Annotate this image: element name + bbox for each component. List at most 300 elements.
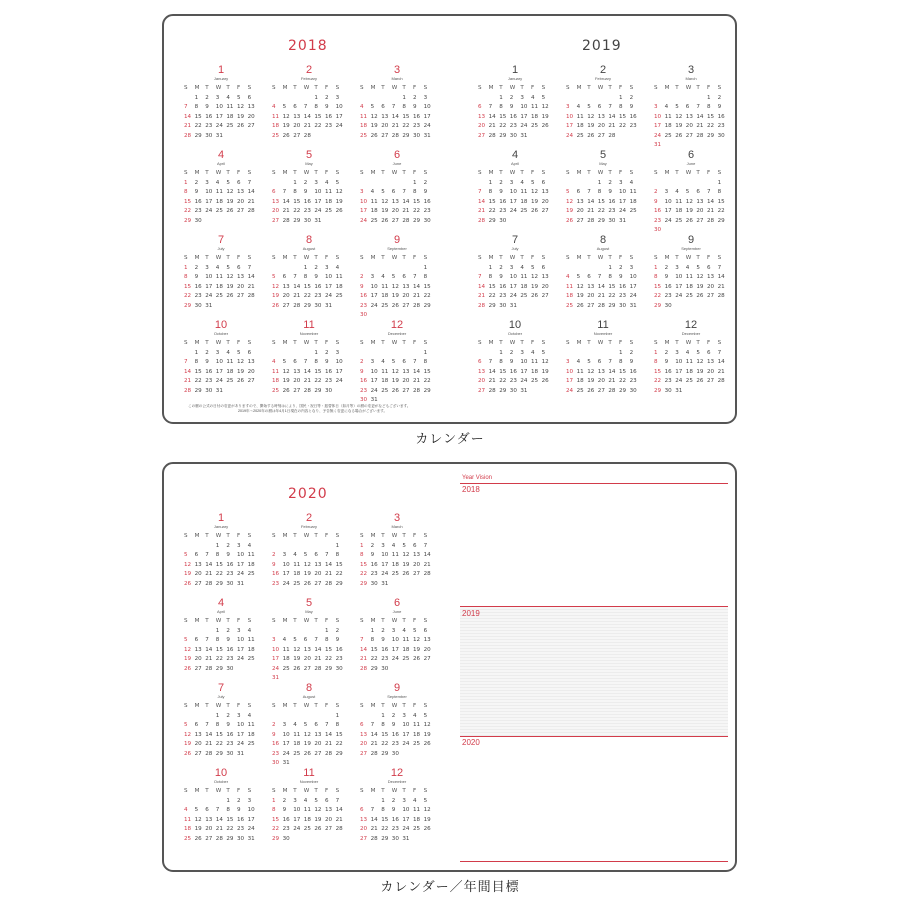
day-cell: 21 — [205, 571, 213, 577]
weekday-header: T — [402, 255, 406, 261]
blank-cell — [272, 627, 283, 637]
month-march — [360, 64, 434, 141]
day-cell: 27 — [402, 387, 410, 394]
weekday-header: M — [488, 85, 494, 91]
day-grid — [360, 169, 434, 226]
day-cell: 15 — [618, 113, 627, 120]
day-cell: 5 — [587, 104, 591, 110]
day-cell: 10 — [335, 104, 343, 110]
day-cell: 19 — [272, 293, 280, 299]
day-cell: 23 — [226, 656, 234, 662]
day-cell: 19 — [696, 368, 704, 375]
calendar-footnote — [188, 404, 458, 414]
day-cell: 4 — [215, 179, 220, 186]
day-cell: 23 — [194, 293, 202, 299]
day-cell: 7 — [324, 552, 329, 558]
day-cell: 2 — [629, 94, 634, 101]
day-cell: 22 — [499, 123, 507, 129]
day-cell: 1 — [215, 542, 220, 549]
day-cell: 4 — [629, 179, 634, 186]
weekday-header: F — [324, 170, 329, 176]
weekday-header: F — [706, 255, 711, 261]
day-cell: 21 — [215, 826, 223, 832]
day-cell: 26 — [381, 217, 389, 224]
day-grid — [360, 787, 434, 844]
day-cell: 31 — [324, 302, 333, 309]
day-cell: 5 — [391, 274, 396, 280]
day-cell: 8 — [423, 274, 428, 280]
day-cell: 16 — [381, 646, 389, 653]
day-cell: 7 — [247, 179, 252, 186]
vision-year-2020: 2020 — [462, 738, 480, 747]
weekday-header: W — [597, 85, 604, 91]
day-cell: 12 — [303, 731, 311, 738]
day-cell: 1 — [499, 94, 503, 101]
day-cell: 16 — [226, 646, 234, 653]
weekday-header: T — [608, 170, 612, 176]
day-cell: 19 — [541, 368, 549, 375]
day-cell: 24 — [402, 741, 410, 747]
day-cell: 7 — [293, 274, 297, 280]
day-cell: 22 — [335, 741, 343, 747]
blank-cell — [478, 264, 489, 274]
day-cell: 24 — [629, 293, 637, 299]
day-cell: 24 — [335, 123, 343, 129]
month-number: 11 — [303, 767, 315, 779]
day-cell: 8 — [654, 274, 658, 280]
day-cell: 4 — [370, 189, 375, 195]
blank-cell — [686, 179, 697, 189]
day-cell: 12 — [184, 731, 192, 738]
weekday-header: S — [335, 533, 340, 539]
weekday-header: T — [587, 255, 591, 261]
day-cell: 10 — [675, 274, 683, 280]
month-august — [272, 234, 346, 311]
day-cell: 27 — [282, 302, 290, 309]
day-cell: 20 — [576, 208, 584, 214]
weekday-header: S — [184, 170, 188, 176]
day-cell: 11 — [247, 552, 255, 558]
weekday-header: T — [226, 85, 230, 91]
day-cell: 17 — [205, 283, 213, 290]
blank-cell — [608, 94, 619, 104]
month-name: March — [391, 76, 403, 81]
day-cell: 4 — [520, 264, 524, 271]
day-cell: 13 — [478, 368, 486, 375]
day-cell: 2 — [335, 627, 340, 634]
day-cell: 20 — [587, 293, 595, 299]
day-cell: 28 — [247, 293, 255, 299]
day-cell: 31 — [402, 835, 410, 842]
day-cell: 30 — [314, 302, 322, 309]
weekday-header: T — [608, 255, 612, 261]
weekday-header: M — [194, 788, 200, 794]
day-cell: 24 — [520, 123, 528, 129]
day-cell: 9 — [205, 359, 209, 365]
blank-cell — [184, 627, 195, 637]
day-cell: 21 — [608, 378, 616, 384]
month-name: April — [216, 609, 225, 614]
day-cell: 24 — [402, 826, 410, 832]
year-vision-title: Year Vision — [462, 475, 493, 481]
month-august — [566, 234, 640, 311]
month-name: December — [387, 779, 407, 784]
day-cell: 20 — [597, 378, 605, 384]
day-cell: 25 — [324, 208, 333, 214]
day-cell: 14 — [335, 807, 343, 813]
day-cell: 8 — [618, 359, 623, 365]
day-cell: 25 — [576, 387, 584, 394]
day-cell: 18 — [293, 741, 301, 747]
day-grid — [654, 169, 728, 236]
weekday-header: T — [402, 788, 406, 794]
day-cell: 28 — [412, 387, 421, 394]
day-cell: 20 — [391, 208, 399, 214]
day-cell: 14 — [205, 561, 213, 568]
weekday-header: F — [324, 703, 329, 709]
year-title-2018: 2018 — [288, 38, 328, 54]
day-cell: 9 — [608, 189, 612, 195]
day-cell: 25 — [184, 835, 192, 842]
day-cell: 11 — [381, 283, 389, 290]
day-cell: 19 — [576, 293, 584, 299]
blank-cell — [402, 179, 413, 189]
month-august — [272, 682, 346, 769]
day-grid — [272, 532, 346, 589]
day-cell: 19 — [412, 646, 421, 653]
day-cell: 9 — [499, 189, 503, 195]
day-grid — [272, 254, 346, 311]
day-cell: 28 — [293, 302, 301, 309]
weekday-header: S — [247, 703, 252, 709]
day-cell: 23 — [226, 571, 234, 577]
weekday-header: T — [675, 170, 679, 176]
month-name: March — [685, 76, 697, 81]
day-cell: 2 — [226, 712, 230, 719]
day-cell: 17 — [402, 816, 410, 823]
day-cell: 12 — [412, 637, 421, 643]
weekday-header: F — [412, 170, 417, 176]
blank-cell — [195, 797, 206, 807]
day-cell: 23 — [664, 378, 672, 384]
day-cell: 24 — [423, 123, 431, 129]
day-cell: 12 — [293, 646, 301, 653]
day-cell: 19 — [335, 198, 343, 205]
weekday-header: F — [412, 788, 417, 794]
day-cell: 6 — [587, 274, 591, 280]
day-cell: 1 — [381, 712, 385, 719]
day-cell: 21 — [717, 368, 725, 375]
day-cell: 4 — [272, 359, 276, 365]
month-name: August — [596, 246, 610, 251]
day-cell: 31 — [654, 142, 662, 148]
day-cell: 28 — [215, 835, 223, 842]
blank-cell — [478, 349, 489, 359]
day-cell: 22 — [423, 293, 431, 299]
day-cell: 19 — [282, 123, 290, 129]
month-number: 3 — [393, 64, 401, 76]
day-cell: 16 — [303, 198, 311, 205]
day-cell: 14 — [205, 731, 213, 738]
blank-cell — [381, 349, 392, 359]
day-cell: 17 — [391, 646, 399, 653]
day-cell: 16 — [205, 113, 213, 120]
day-cell: 5 — [541, 349, 546, 356]
month-number: 4 — [217, 149, 225, 161]
weekday-header: T — [499, 340, 503, 346]
day-cell: 24 — [335, 378, 343, 384]
day-cell: 15 — [335, 731, 343, 738]
day-cell: 28 — [303, 387, 311, 394]
day-cell: 22 — [654, 293, 662, 299]
day-cell: 13 — [381, 113, 389, 120]
day-cell: 4 — [566, 274, 570, 280]
day-cell: 21 — [412, 293, 421, 299]
blank-cell — [598, 264, 609, 274]
day-cell: 25 — [226, 378, 234, 384]
month-name: December — [387, 331, 407, 336]
day-cell: 31 — [370, 397, 378, 403]
weekday-header: W — [509, 85, 516, 91]
day-cell: 24 — [566, 387, 574, 394]
day-cell: 13 — [576, 198, 584, 205]
day-cell: 22 — [184, 208, 192, 214]
day-cell: 22 — [324, 656, 333, 662]
day-cell: 2 — [205, 94, 209, 101]
weekday-header: S — [360, 533, 364, 539]
day-cell: 18 — [412, 816, 421, 823]
day-cell: 13 — [696, 198, 704, 205]
day-cell: 11 — [226, 104, 234, 110]
day-cell: 2 — [499, 264, 503, 271]
day-cell: 2 — [370, 542, 375, 549]
day-cell: 31 — [675, 387, 683, 394]
month-march — [654, 64, 728, 151]
day-cell: 23 — [205, 123, 213, 129]
day-cell: 4 — [303, 797, 308, 804]
blank-cell — [566, 179, 577, 189]
day-grid — [360, 702, 434, 759]
day-cell: 2 — [360, 274, 364, 280]
day-cell: 4 — [293, 722, 297, 728]
day-cell: 9 — [391, 807, 396, 813]
day-cell: 15 — [423, 368, 431, 375]
day-cell: 21 — [608, 123, 616, 129]
day-cell: 7 — [314, 637, 318, 643]
blank-cell — [587, 94, 598, 104]
day-cell: 27 — [685, 132, 693, 139]
month-june — [360, 597, 434, 674]
month-name: November — [593, 331, 613, 336]
month-april — [184, 149, 258, 226]
day-cell: 8 — [184, 189, 188, 195]
weekday-header: T — [293, 170, 297, 176]
day-cell: 6 — [293, 104, 297, 110]
weekday-header: S — [184, 533, 188, 539]
day-cell: 28 — [696, 132, 704, 139]
weekday-header: S — [423, 533, 428, 539]
day-cell: 26 — [423, 826, 431, 832]
day-cell: 18 — [412, 731, 421, 738]
day-cell: 23 — [509, 378, 517, 384]
day-cell: 17 — [509, 283, 517, 290]
day-cell: 15 — [499, 113, 507, 120]
day-cell: 15 — [654, 283, 662, 290]
day-cell: 3 — [272, 637, 276, 643]
day-cell: 9 — [194, 274, 199, 280]
weekday-header: S — [184, 618, 188, 624]
day-cell: 4 — [520, 179, 524, 186]
day-cell: 2 — [629, 349, 634, 356]
month-december — [360, 319, 434, 406]
day-cell: 31 — [629, 302, 637, 309]
day-cell: 9 — [423, 189, 428, 195]
vision-rule-2020 — [460, 736, 728, 737]
day-cell: 30 — [194, 302, 202, 309]
day-cell: 7 — [282, 189, 287, 195]
blank-cell — [371, 94, 382, 104]
blank-cell — [184, 94, 195, 104]
day-cell: 8 — [360, 552, 364, 558]
day-cell: 8 — [618, 104, 623, 110]
month-number: 10 — [214, 767, 228, 779]
day-cell: 18 — [272, 378, 280, 384]
month-march — [360, 512, 434, 589]
day-cell: 4 — [247, 712, 252, 719]
blank-cell — [205, 627, 216, 637]
weekday-header: M — [664, 170, 670, 176]
day-cell: 6 — [696, 189, 700, 195]
day-cell: 6 — [236, 179, 241, 186]
weekday-header: M — [194, 255, 200, 261]
month-name: January — [507, 76, 523, 81]
day-cell: 8 — [488, 274, 493, 280]
day-cell: 15 — [215, 646, 223, 653]
day-cell: 14 — [402, 198, 410, 205]
day-cell: 29 — [654, 387, 662, 394]
day-cell: 4 — [381, 359, 385, 365]
day-cell: 27 — [541, 293, 549, 299]
day-cell: 3 — [205, 264, 209, 271]
day-cell: 18 — [381, 293, 389, 299]
day-cell: 16 — [360, 378, 368, 384]
weekday-header: F — [412, 340, 417, 346]
weekday-header: S — [629, 85, 634, 91]
day-cell: 14 — [608, 113, 616, 120]
weekday-header: S — [478, 255, 482, 261]
day-cell: 2 — [324, 94, 329, 101]
weekday-header: S — [423, 703, 428, 709]
day-cell: 3 — [370, 274, 375, 280]
day-cell: 24 — [215, 378, 223, 384]
day-cell: 5 — [184, 552, 188, 558]
day-cell: 24 — [509, 293, 517, 299]
weekday-header: S — [360, 703, 364, 709]
day-cell: 25 — [402, 656, 410, 662]
day-cell: 27 — [360, 835, 368, 842]
day-cell: 7 — [423, 542, 428, 549]
weekday-header: T — [608, 340, 612, 346]
day-cell: 24 — [272, 665, 280, 672]
weekday-header: M — [370, 533, 376, 539]
day-grid — [654, 339, 728, 396]
day-cell: 7 — [402, 189, 406, 195]
day-cell: 12 — [423, 722, 431, 728]
day-cell: 17 — [360, 208, 368, 214]
day-cell: 28 — [423, 571, 431, 577]
day-cell: 10 — [360, 198, 368, 205]
blank-cell — [272, 712, 283, 722]
weekday-header: F — [530, 255, 535, 261]
weekday-header: W — [215, 255, 222, 261]
day-cell: 13 — [597, 368, 605, 375]
day-cell: 2 — [303, 179, 308, 186]
day-cell: 1 — [381, 797, 385, 804]
day-cell: 15 — [717, 198, 725, 205]
day-cell: 5 — [282, 359, 287, 365]
day-cell: 22 — [717, 208, 725, 214]
month-december — [360, 767, 434, 844]
day-cell: 9 — [236, 807, 241, 813]
day-cell: 25 — [215, 208, 223, 214]
blank-cell — [205, 712, 216, 722]
day-cell: 25 — [412, 826, 421, 832]
day-cell: 28 — [335, 826, 343, 832]
weekday-header: S — [272, 703, 276, 709]
day-cell: 15 — [402, 113, 410, 120]
day-cell: 25 — [412, 741, 421, 747]
weekday-header: S — [360, 255, 364, 261]
day-cell: 5 — [696, 349, 700, 356]
weekday-header: M — [370, 170, 376, 176]
weekday-header: S — [272, 255, 276, 261]
day-cell: 11 — [226, 359, 234, 365]
day-cell: 11 — [402, 637, 410, 643]
day-cell: 8 — [488, 189, 493, 195]
day-cell: 3 — [629, 264, 634, 271]
day-cell: 15 — [597, 198, 605, 205]
weekday-header: S — [717, 255, 722, 261]
day-cell: 17 — [370, 293, 378, 299]
day-cell: 7 — [608, 359, 612, 365]
day-grid — [566, 339, 640, 396]
day-cell: 27 — [541, 208, 549, 214]
day-cell: 17 — [324, 283, 333, 290]
day-cell: 22 — [499, 378, 507, 384]
blank-cell — [665, 94, 676, 104]
day-cell: 26 — [696, 378, 704, 384]
day-cell: 26 — [184, 580, 192, 587]
day-cell: 5 — [272, 274, 276, 280]
day-cell: 8 — [215, 552, 220, 558]
day-cell: 30 — [499, 302, 507, 309]
day-cell: 29 — [215, 750, 223, 757]
blank-cell — [371, 712, 382, 722]
day-cell: 30 — [381, 665, 389, 672]
weekday-header: T — [205, 340, 209, 346]
day-cell: 16 — [335, 646, 343, 653]
weekday-header: W — [215, 340, 222, 346]
day-cell: 11 — [370, 198, 378, 205]
day-cell: 26 — [184, 750, 192, 757]
day-cell: 29 — [335, 750, 343, 757]
day-cell: 27 — [402, 302, 410, 309]
day-cell: 19 — [675, 123, 683, 129]
day-cell: 1 — [314, 94, 318, 101]
day-cell: 14 — [608, 368, 616, 375]
day-cell: 22 — [215, 656, 223, 662]
day-cell: 11 — [360, 113, 368, 120]
